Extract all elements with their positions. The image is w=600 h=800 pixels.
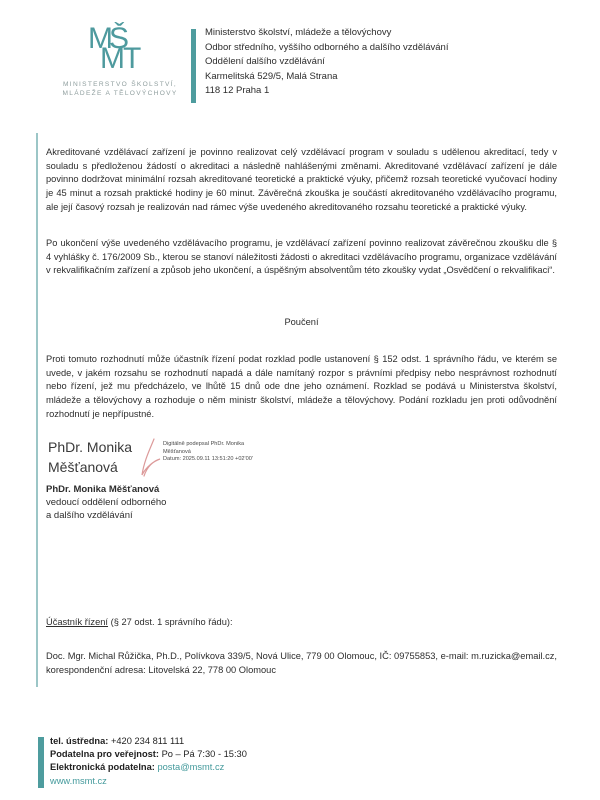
signer-title-line2: a dalšího vzdělávání <box>46 509 133 521</box>
participant-details: Doc. Mgr. Michal Růžička, Ph.D., Polívkova 339/5, Nová Ulice, 779 00 Olomouc, IČ: 09755853, e-mail: m.ruzicka@email.cz, korespondenční adresa: Litovelská 22, 778 00 Olomouc <box>46 651 557 675</box>
digital-signature-display-name <box>48 437 132 477</box>
header-divider-bar <box>191 29 196 103</box>
signature-name-line1: PhDr. Monika <box>48 439 133 455</box>
paragraph-final-exam: Po ukončení výše uvedeného vzdělávacího programu, je vzdělávací zařízení povinno realizovat závěrečnou zkoušku dle § 4 vyhlášky č. 176/2009 Sb., kterou se stanoví náležitosti žádosti o akreditaci vzdělávacího programu, organizace vzdělávání v rekvalifikačním zařízení a způsob jeho ukončení, a úspěšným absolventům této zkoušky vydat „Osvědčení o rekvalifikaci“. <box>46 238 557 276</box>
footer-epodatelna-line <box>50 761 247 774</box>
signer-name: PhDr. Monika Měšťanová <box>46 484 160 495</box>
participant-heading-rest: (§ 27 odst. 1 správního řádu): <box>108 617 233 627</box>
digital-signature-note <box>163 441 273 464</box>
footer-contact-block <box>50 735 247 788</box>
paragraph-appeal-instructions: Proti tomuto rozhodnutí může účastník řízení podat rozklad podle ustanovení § 152 odst. 1 správního řádu, ve kterém se uvede, v jakém rozsahu se rozhodnutí napadá a dále namítaný rozpor s právními předpisy nebo nesprávnost rozhodnutí nebo řízení, jež mu předcházelo, ve lhůtě 15 dnů ode dne jeho oznámení. Rozklad se podává u Ministerstva školství, mládeže a tělovýchovy a rozhoduje o něm ministr školství, mládeže a tělovýchovy. Podání rozkladu jen proti odůvodnění rozhodnutí je nepřípustné. <box>46 354 557 419</box>
monogram-line1: MŠ <box>88 22 125 55</box>
logo-caption <box>40 80 200 98</box>
address-line: Karmelitská 529/5, Malá Strana <box>205 70 338 82</box>
address-line: Ministerstvo školství, mládeže a tělovýchovy <box>205 27 392 38</box>
participant-heading <box>46 617 233 627</box>
address-line: Odbor středního, vyššího odborného a dalšího vzdělávání <box>205 41 449 53</box>
logo-caption-line2: MLÁDEŽE A TĚLOVÝCHOVY <box>62 90 178 97</box>
footer-office-hours-line <box>50 748 247 761</box>
monogram-line2: MT <box>100 42 140 75</box>
signature-note-line2: Měšťanová <box>163 448 191 455</box>
signer-block <box>46 484 166 522</box>
footer-website-link[interactable]: www.msmt.cz <box>50 775 107 786</box>
ministry-logo <box>40 24 195 104</box>
signer-title-line1: vedoucí oddělení odborného <box>46 496 167 508</box>
footer-phone-value: +420 234 811 111 <box>108 736 185 746</box>
signature-name-line2: Měšťanová <box>48 459 118 475</box>
footer-phone-label: tel. ústředna: <box>50 736 109 746</box>
address-line: 118 12 Praha 1 <box>205 85 270 97</box>
signature-flourish-icon <box>140 437 162 484</box>
footer-accent-bar <box>38 737 44 788</box>
participant-heading-underlined: Účastník řízení <box>46 617 109 627</box>
pouceni-heading: Poučení <box>284 317 319 327</box>
signature-note-line3: Datum: 2025.09.11 13:51:20 +02'00' <box>163 456 253 463</box>
footer-office-hours-value: Po – Pá 7:30 - 15:30 <box>159 749 247 760</box>
ministry-address-block <box>205 26 448 99</box>
footer-epodatelna-label: Elektronická podatelna: <box>50 762 158 773</box>
address-line: Oddělení dalšího vzdělávání <box>205 56 325 68</box>
footer-email-link[interactable]: posta@msmt.cz <box>157 762 225 773</box>
msmt-monogram-icon <box>70 24 170 76</box>
paragraph-accreditation-duties: Akreditované vzdělávací zařízení je povinno realizovat celý vzdělávací program v souladu s udělenou akreditací, tedy v souladu s předloženou žádostí o akreditaci a následně nahlášenými změnami. Akreditované vzdělávací zařízení je dále povinno dodržovat minimální rozsah akreditované teoretické a praktické výuky, přičemž rozsah teoretické vyučovací hodiny je 45 minut a rozsah praktické hodiny je 60 minut. Závěrečná zkouška je součástí akreditovaného vzdělávacího programu, ale její časový rozsah je realizován nad rámec výše uvedeného akreditovaného rozsahu teoretické a praktické výuky. <box>46 147 557 212</box>
footer-website-line <box>50 775 247 788</box>
left-margin-rule <box>36 133 38 687</box>
footer-office-hours-label: Podatelna pro veřejnost: <box>50 749 160 760</box>
signature-note-line1: Digitálně podepsal PhDr. Monika <box>163 441 245 447</box>
logo-caption-line1: MINISTERSTVO ŠKOLSTVÍ, <box>63 81 177 88</box>
footer-phone-line <box>50 735 247 748</box>
